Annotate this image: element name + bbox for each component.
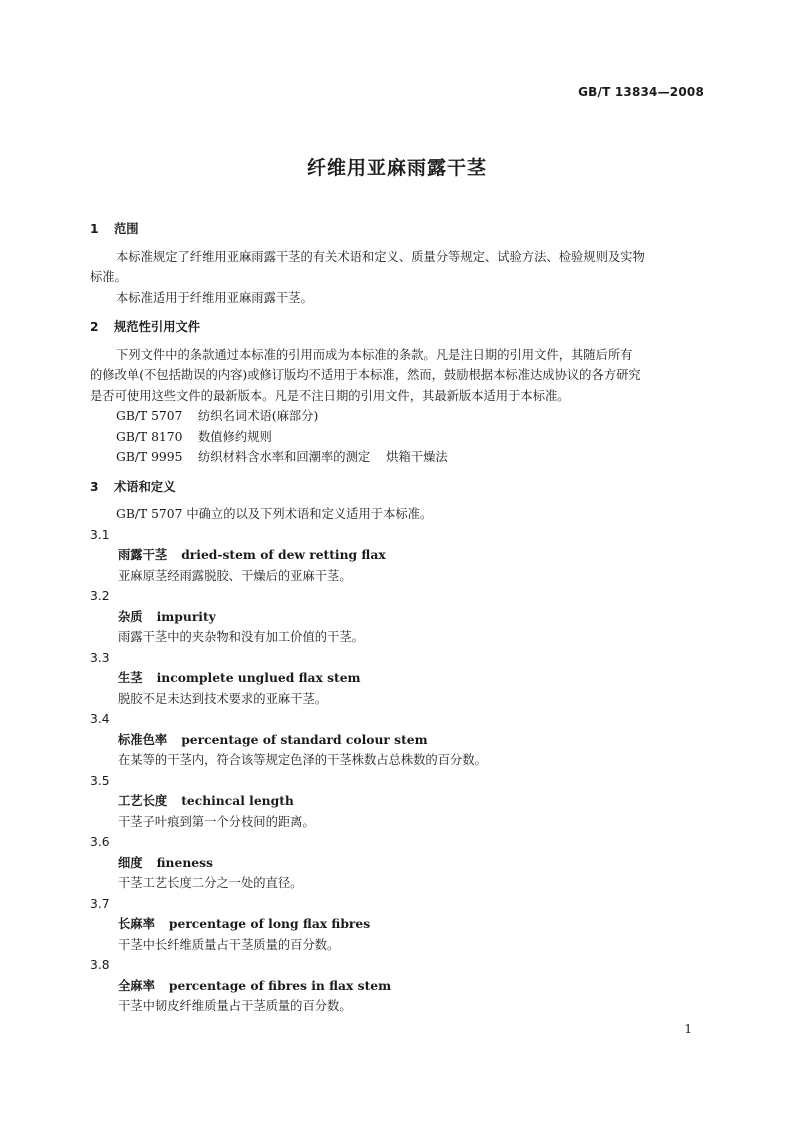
reference-item bbox=[90, 427, 704, 448]
term-number: 3.1 bbox=[90, 527, 110, 542]
term-number: 3.7 bbox=[90, 896, 110, 911]
scope-applicability: 本标准适用于纤维用亚麻雨露干茎。 bbox=[116, 290, 313, 305]
term-definition: 干茎工艺长度二分之一处的直径。 bbox=[118, 876, 303, 890]
reference-code: GB/T 5707 bbox=[116, 409, 183, 423]
term-en: percentage of long flax fibres bbox=[168, 916, 371, 931]
section-number: 2 bbox=[90, 320, 99, 334]
term-zh: 工艺长度 bbox=[118, 794, 168, 808]
term-name bbox=[90, 853, 704, 874]
term-number: 3.3 bbox=[90, 650, 110, 665]
term-number: 3.5 bbox=[90, 773, 110, 788]
references-paragraph-line: 下列文件中的条款通过本标准的引用而成为本标准的条款。凡是注日期的引用文件，其随后所有 bbox=[116, 347, 633, 362]
references-paragraph-line: 的修改单(不包括勘误的内容)或修订版均不适用于本标准，然而，鼓励根据本标准达成协议的各方研究 bbox=[90, 368, 641, 382]
term-zh: 标准色率 bbox=[118, 732, 168, 747]
term-name bbox=[90, 545, 704, 566]
term-entry bbox=[90, 771, 704, 833]
term-en: fineness bbox=[156, 854, 213, 870]
section-heading-scope bbox=[90, 219, 704, 240]
term-name bbox=[90, 607, 704, 628]
document-body bbox=[90, 219, 704, 1017]
term-zh: 长麻率 bbox=[118, 917, 155, 931]
term-en: percentage of fibres in flax stem bbox=[168, 977, 392, 993]
term-name bbox=[90, 914, 704, 935]
term-name bbox=[90, 791, 704, 812]
term-en: techincal length bbox=[181, 793, 294, 808]
term-entry bbox=[90, 832, 704, 894]
term-definition: 干茎中长纤维质量占干茎质量的百分数。 bbox=[118, 937, 340, 952]
reference-title: 纺织材料含水率和回潮率的测定 bbox=[198, 450, 371, 464]
term-definition: 脱胶不足未达到技术要求的亚麻干茎。 bbox=[118, 691, 328, 706]
references-paragraph-line: 是否可使用这些文件的最新版本。凡是不注日期的引用文件，其最新版本适用于本标准。 bbox=[90, 388, 570, 403]
section-number: 3 bbox=[90, 479, 99, 494]
reference-code: GB/T 8170 bbox=[116, 429, 183, 444]
section-number: 1 bbox=[90, 222, 99, 236]
standard-number: GB/T 13834—2008 bbox=[578, 85, 704, 99]
term-definition: 亚麻原茎经雨露脱胶、干燥后的亚麻干茎。 bbox=[118, 568, 352, 583]
term-entry bbox=[90, 894, 704, 956]
term-zh: 雨露干茎 bbox=[118, 548, 168, 562]
term-en: dried-stem of dew retting flax bbox=[181, 547, 386, 562]
term-en: percentage of standard colour stem bbox=[181, 731, 428, 747]
term-definition: 雨露干茎中的夹杂物和没有加工价值的干茎。 bbox=[118, 630, 364, 644]
term-zh: 细度 bbox=[118, 855, 143, 870]
term-number: 3.8 bbox=[90, 958, 110, 972]
section-title: 范围 bbox=[114, 222, 139, 236]
reference-code: GB/T 9995 bbox=[116, 450, 183, 464]
terms-intro: GB/T 5707 中确立的以及下列术语和定义适用于本标准。 bbox=[116, 507, 433, 521]
term-name bbox=[90, 730, 704, 751]
scope-paragraph-line: 标准。 bbox=[90, 270, 127, 284]
reference-item bbox=[90, 447, 704, 468]
term-name bbox=[90, 976, 704, 997]
term-en: incomplete unglued flax stem bbox=[156, 670, 361, 685]
term-definition: 干茎中韧皮纤维质量占干茎质量的百分数。 bbox=[118, 999, 352, 1013]
section-heading-terms bbox=[90, 477, 704, 498]
term-number: 3.6 bbox=[90, 835, 110, 849]
term-definition: 干茎子叶痕到第一个分枝间的距离。 bbox=[118, 814, 315, 829]
section-heading-normative-references bbox=[90, 317, 704, 338]
term-zh: 杂质 bbox=[118, 609, 143, 624]
reference-note: 烘箱干燥法 bbox=[386, 450, 448, 464]
term-entry bbox=[90, 709, 704, 771]
reference-title: 数值修约规则 bbox=[198, 429, 272, 444]
term-entry bbox=[90, 955, 704, 1017]
reference-item bbox=[90, 406, 704, 427]
term-entry bbox=[90, 648, 704, 710]
term-definition: 在某等的干茎内，符合该等规定色泽的干茎株数占总株数的百分数。 bbox=[118, 753, 487, 767]
section-title: 术语和定义 bbox=[114, 479, 176, 494]
section-title: 规范性引用文件 bbox=[114, 320, 201, 334]
term-entry bbox=[90, 586, 704, 648]
term-entry bbox=[90, 525, 704, 587]
scope-paragraph-line: 本标准规定了纤维用亚麻雨露干茎的有关术语和定义、质量分等规定、试验方法、检验规则及实物 bbox=[116, 249, 645, 264]
term-number: 3.4 bbox=[90, 712, 110, 726]
term-number: 3.2 bbox=[90, 589, 110, 603]
term-name bbox=[90, 668, 704, 689]
reference-title: 纺织名词术语(麻部分) bbox=[198, 409, 319, 423]
document-title: 纤维用亚麻雨露干茎 bbox=[306, 157, 487, 179]
term-zh: 全麻率 bbox=[118, 978, 155, 993]
term-en: impurity bbox=[156, 608, 216, 624]
page-number: 1 bbox=[684, 1022, 692, 1036]
term-zh: 生茎 bbox=[118, 671, 143, 685]
